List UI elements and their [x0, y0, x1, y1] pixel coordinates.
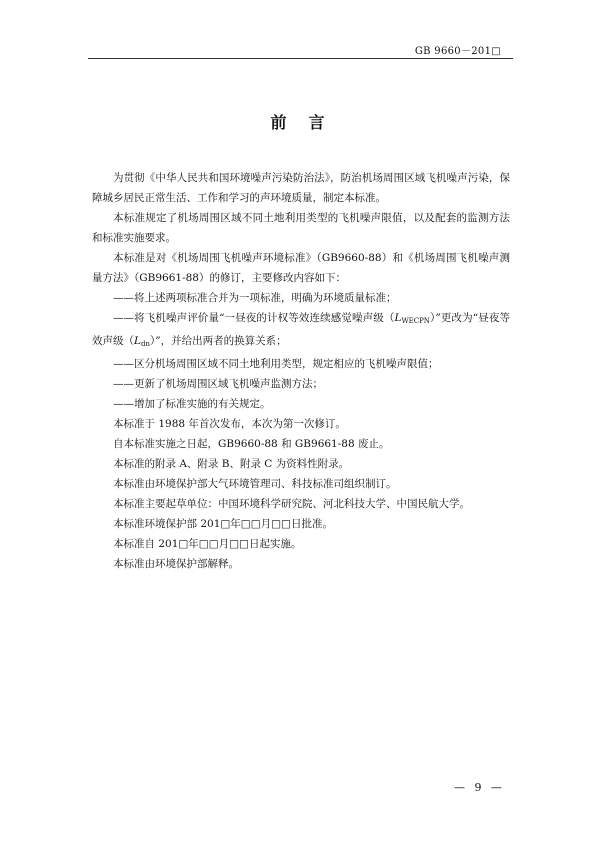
paragraph-drafters: 本标准主要起草单位：中国环境科学研究院、河北科技大学、中国民航大学。 [113, 498, 470, 510]
paragraph-change-limits: ——区分机场周围区域不同土地利用类型，规定相应的飞机噪声限值； [113, 358, 439, 370]
paragraph-change-merge: ——将上述两项标准合并为一项标准，明确为环境质量标准； [113, 292, 397, 304]
header-divider [88, 58, 513, 59]
paragraph-approval: 本标准环境保护部 201□年□□月□□日批准。 [113, 518, 333, 530]
change-metric-text-3: ）”，并给出两者的换算关系； [149, 335, 287, 347]
paragraph-effective: 本标准自 201□年□□月□□日起实施。 [113, 538, 302, 550]
paragraph-first-release: 本标准于 1988 年首次发布，本次为第一次修订。 [113, 418, 346, 430]
symbol-dn-subscript: dn [140, 340, 150, 348]
standard-code: GB 9660－201□ [414, 46, 501, 57]
symbol-l-wecpn: L [394, 312, 402, 324]
document-body [92, 168, 510, 574]
paragraph-change-monitoring: ——更新了机场周围区域飞机噪声监测方法； [113, 378, 323, 390]
paragraph-change-implementation: ——增加了标准实施的有关规定。 [113, 398, 271, 410]
paragraph-interpretation: 本标准由环境保护部解释。 [113, 558, 239, 570]
symbol-wecpn-subscript: WECPN [401, 317, 430, 325]
change-metric-text-2: ）”更改为“昼夜等效声级（ [92, 312, 510, 347]
paragraph-abolish: 自本标准实施之日起，GB9660-88 和 GB9661-88 废止。 [113, 438, 390, 450]
paragraph-organizer: 本标准由环境保护部大气环境管理司、科技标准司组织制订。 [113, 478, 397, 490]
paragraph-revision-intro: 本标准是对《机场周围飞机噪声环境标准》（GB9660-88）和《机场周围飞机噪声测量方法》（GB9661-88）的修订，主要修改内容如下： [92, 252, 510, 284]
change-metric-text-1: ——将飞机噪声评价量“一昼夜的计权等效连续感觉噪声级（ [113, 312, 395, 324]
paragraph-purpose: 为贯彻《中华人民共和国环境噪声污染防治法》，防治机场周围区域飞机噪声污染，保障城乡居民正常生活、工作和学习的声环境质量，制定本标准。 [92, 172, 510, 204]
page-title: 前言 [270, 113, 347, 132]
paragraph-scope: 本标准规定了机场周围区域不同土地利用类型的飞机噪声限值，以及配套的监测方法和标准实施要求。 [92, 212, 510, 244]
page-number: — 9 — [454, 781, 505, 794]
paragraph-change-metric [92, 308, 510, 354]
paragraph-appendix: 本标准的附录 A、附录 B、附录 C 为资料性附录。 [113, 458, 350, 470]
symbol-l-dn: L [134, 335, 141, 347]
